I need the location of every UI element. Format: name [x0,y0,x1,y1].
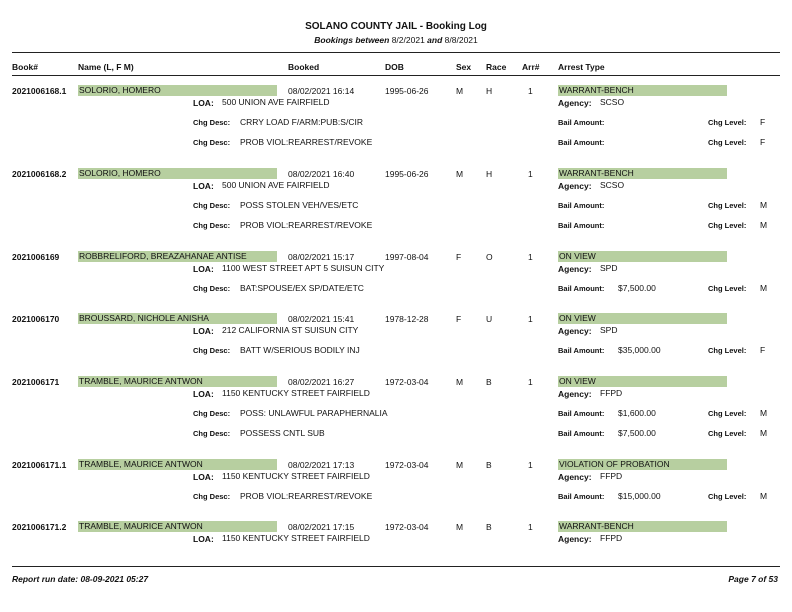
charge-description: POSS: UNLAWFUL PARAPHERNALIA [240,408,388,418]
arrest-type: WARRANT-BENCH [558,168,727,179]
bail-amount-label: Bail Amount: [558,284,605,293]
chg-level-label: Chg Level: [708,429,747,438]
date-of-birth: 1995-06-26 [385,169,429,179]
bail-amount-label: Bail Amount: [558,201,605,210]
header-rule-top [12,52,780,53]
bail-amount-label: Bail Amount: [558,346,605,355]
agency: SCSO [600,180,625,190]
date-to: 8/8/2021 [444,35,478,45]
chg-desc-label: Chg Desc: [193,118,231,127]
loa-label: LOA: [193,534,214,544]
sex: M [456,522,464,532]
arrest-type: ON VIEW [558,313,727,324]
charge-level: M [760,491,768,501]
agency: FFPD [600,533,623,543]
charge-description: PROB VIOL:REARREST/REVOKE [240,220,373,230]
chg-level-label: Chg Level: [708,284,747,293]
bail-amount-label: Bail Amount: [558,138,605,147]
charge-description: PROB VIOL:REARREST/REVOKE [240,491,373,501]
page-number: Page 7 of 53 [728,574,778,584]
col-name: Name (L, F M) [78,62,134,72]
race: B [486,460,492,470]
date-of-birth: 1972-03-04 [385,377,429,387]
agency: FFPD [600,471,623,481]
col-booked: Booked [288,62,320,72]
agency-label: Agency: [558,534,592,544]
col-race: Race [486,62,507,72]
date-of-birth: 1972-03-04 [385,522,429,532]
agency: SPD [600,263,618,273]
loa-label: LOA: [193,389,214,399]
chg-desc-label: Chg Desc: [193,284,231,293]
charge-level: M [760,428,768,438]
booked-datetime: 08/02/2021 16:27 [288,377,355,387]
race: O [486,252,493,262]
book-number: 2021006169 [12,252,60,262]
arrest-number: 1 [528,460,533,470]
report-title: SOLANO COUNTY JAIL - Booking Log [305,21,487,32]
bail-amount-label: Bail Amount: [558,118,605,127]
arrest-type: ON VIEW [558,376,727,387]
arrest-type: WARRANT-BENCH [558,521,727,532]
charge-level: F [760,137,766,147]
book-number: 2021006170 [12,314,60,324]
booked-datetime: 08/02/2021 16:40 [288,169,355,179]
subtitle-and: and [427,35,443,45]
location-of-arrest: 500 UNION AVE FAIRFIELD [222,180,330,190]
chg-desc-label: Chg Desc: [193,138,231,147]
bail-amount-label: Bail Amount: [558,409,605,418]
agency-label: Agency: [558,389,592,399]
loa-label: LOA: [193,98,214,108]
book-number: 2021006168.1 [12,86,67,96]
charge-level: M [760,283,768,293]
inmate-name: TRAMBLE, MAURICE ANTWON [78,521,277,532]
chg-desc-label: Chg Desc: [193,221,231,230]
book-number: 2021006168.2 [12,169,67,179]
booked-datetime: 08/02/2021 15:41 [288,314,355,324]
chg-level-label: Chg Level: [708,138,747,147]
inmate-name: SOLORIO, HOMERO [78,168,277,179]
charge-level: F [760,345,766,355]
chg-level-label: Chg Level: [708,201,747,210]
col-arrest-type: Arrest Type [558,62,605,72]
booked-datetime: 08/02/2021 15:17 [288,252,355,262]
book-number: 2021006171.2 [12,522,67,532]
inmate-name: TRAMBLE, MAURICE ANTWON [78,459,277,470]
arrest-type: ON VIEW [558,251,727,262]
sex: M [456,377,464,387]
race: H [486,86,493,96]
sex: F [456,314,462,324]
agency: SPD [600,325,618,335]
header-rule-bottom [12,75,780,76]
arrest-number: 1 [528,314,533,324]
bail-amount: $7,500.00 [618,283,656,293]
agency: SCSO [600,97,625,107]
date-from: 8/2/2021 [391,35,425,45]
bail-amount: $7,500.00 [618,428,656,438]
book-number: 2021006171 [12,377,60,387]
charge-description: PROB VIOL:REARREST/REVOKE [240,137,373,147]
arrest-number: 1 [528,86,533,96]
location-of-arrest: 1100 WEST STREET APT 5 SUISUN CITY [222,263,385,273]
date-of-birth: 1978-12-28 [385,314,429,324]
charge-level: M [760,200,768,210]
report-run-date: Report run date: 08-09-2021 05:27 [12,574,149,584]
location-of-arrest: 1150 KENTUCKY STREET FAIRFIELD [222,471,370,481]
race: H [486,169,493,179]
chg-level-label: Chg Level: [708,346,747,355]
booked-datetime: 08/02/2021 17:13 [288,460,355,470]
location-of-arrest: 1150 KENTUCKY STREET FAIRFIELD [222,388,370,398]
location-of-arrest: 1150 KENTUCKY STREET FAIRFIELD [222,533,370,543]
arrest-number: 1 [528,522,533,532]
col-arr: Arr# [522,62,540,72]
date-of-birth: 1995-06-26 [385,86,429,96]
arrest-type: WARRANT-BENCH [558,85,727,96]
charge-level: F [760,117,766,127]
report-subtitle [0,35,792,45]
bail-amount-label: Bail Amount: [558,429,605,438]
arrest-number: 1 [528,169,533,179]
charge-description: BATT W/SERIOUS BODILY INJ [240,345,360,355]
inmate-name: TRAMBLE, MAURICE ANTWON [78,376,277,387]
inmate-name: SOLORIO, HOMERO [78,85,277,96]
charge-description: POSSESS CNTL SUB [240,428,325,438]
bail-amount: $1,600.00 [618,408,656,418]
sex: F [456,252,462,262]
bail-amount: $15,000.00 [618,491,661,501]
charge-description: POSS STOLEN VEH/VES/ETC [240,200,359,210]
col-book: Book# [12,62,38,72]
bail-amount-label: Bail Amount: [558,492,605,501]
agency-label: Agency: [558,326,592,336]
inmate-name: BROUSSARD, NICHOLE ANISHA [78,313,277,324]
sex: M [456,460,464,470]
chg-desc-label: Chg Desc: [193,201,231,210]
date-of-birth: 1997-08-04 [385,252,429,262]
date-of-birth: 1972-03-04 [385,460,429,470]
inmate-name: ROBBRELIFORD, BREAZAHANAE ANTISE [78,251,277,262]
col-dob: DOB [385,62,404,72]
chg-desc-label: Chg Desc: [193,429,231,438]
sex: M [456,86,464,96]
loa-label: LOA: [193,264,214,274]
col-sex: Sex [456,62,472,72]
chg-level-label: Chg Level: [708,409,747,418]
booked-datetime: 08/02/2021 17:15 [288,522,355,532]
arrest-type: VIOLATION OF PROBATION [558,459,727,470]
location-of-arrest: 500 UNION AVE FAIRFIELD [222,97,330,107]
charge-description: CRRY LOAD F/ARM:PUB:S/CIR [240,117,363,127]
sex: M [456,169,464,179]
charge-level: M [760,220,768,230]
charge-level: M [760,408,768,418]
chg-desc-label: Chg Desc: [193,346,231,355]
arrest-number: 1 [528,252,533,262]
agency-label: Agency: [558,98,592,108]
loa-label: LOA: [193,472,214,482]
agency-label: Agency: [558,264,592,274]
chg-level-label: Chg Level: [708,492,747,501]
agency: FFPD [600,388,623,398]
loa-label: LOA: [193,326,214,336]
book-number: 2021006171.1 [12,460,67,470]
race: B [486,522,492,532]
loa-label: LOA: [193,181,214,191]
agency-label: Agency: [558,181,592,191]
location-of-arrest: 212 CALIFORNIA ST SUISUN CITY [222,325,359,335]
subtitle-prefix: Bookings between [314,35,390,45]
bail-amount: $35,000.00 [618,345,661,355]
chg-level-label: Chg Level: [708,221,747,230]
charge-description: BAT:SPOUSE/EX SP/DATE/ETC [240,283,364,293]
race: B [486,377,492,387]
bail-amount-label: Bail Amount: [558,221,605,230]
race: U [486,314,493,324]
chg-desc-label: Chg Desc: [193,492,231,501]
chg-desc-label: Chg Desc: [193,409,231,418]
chg-level-label: Chg Level: [708,118,747,127]
agency-label: Agency: [558,472,592,482]
arrest-number: 1 [528,377,533,387]
booked-datetime: 08/02/2021 16:14 [288,86,355,96]
footer-rule [12,566,780,567]
